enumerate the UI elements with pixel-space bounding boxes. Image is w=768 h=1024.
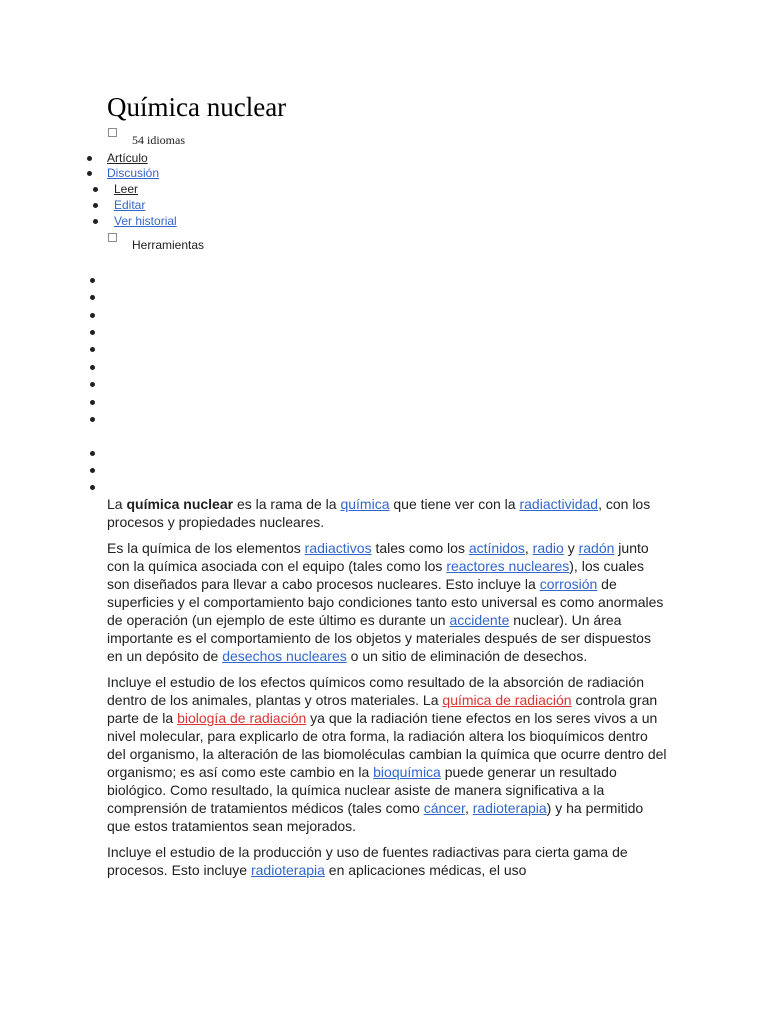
link-radio[interactable]: radio: [532, 540, 564, 556]
text: tales como los: [371, 540, 469, 556]
tab-discusion-link[interactable]: Discusión: [107, 166, 160, 180]
tab-articulo-link[interactable]: Artículo: [107, 151, 148, 165]
text: nuclear). Un área importante es el comportamiento de los objetos y materiales después de ser dispuestos en un depósito de: [107, 612, 651, 664]
paragraph-fuentes: [107, 843, 667, 879]
text: ,: [524, 540, 533, 556]
link-radioterapia-2[interactable]: radioterapia: [250, 862, 325, 878]
link-corrosion[interactable]: corrosión: [539, 576, 598, 592]
text: en aplicaciones médicas, el uso: [324, 862, 527, 878]
tab-leer-link[interactable]: Leer: [114, 182, 139, 196]
link-cancer[interactable]: cáncer: [423, 800, 465, 816]
text: que tiene ver con la: [389, 496, 520, 512]
text: ), los cuales son diseñados para llevar a cabo procesos nucleares. Esto incluye la: [107, 558, 644, 592]
list-bullet: [90, 468, 95, 473]
languages-checkbox[interactable]: [108, 128, 117, 137]
tab-ver-historial-link[interactable]: Ver historial: [114, 214, 177, 228]
list-bullet: [90, 417, 95, 422]
article-body: [107, 495, 667, 887]
nav-bullet: [87, 156, 92, 161]
tab-editar[interactable]: [114, 198, 145, 213]
list-bullet: [90, 347, 95, 352]
paragraph-efectos: [107, 673, 667, 835]
text: junto con la química asociada con el equipo (tales como los: [107, 540, 649, 574]
link-radon[interactable]: radón: [578, 540, 615, 556]
text: Es la química de los elementos: [107, 540, 305, 556]
link-quimica[interactable]: química: [340, 496, 390, 512]
link-bioquimica[interactable]: bioquímica: [373, 764, 441, 780]
tab-leer[interactable]: [114, 182, 138, 197]
text: Incluye el estudio de la producción y uso de fuentes radiactivas para cierta gama de procesos. Esto incluye: [107, 844, 628, 878]
text: La: [107, 496, 127, 512]
link-quimica-de-radiacion[interactable]: química de radiación: [442, 692, 572, 708]
list-bullet: [90, 365, 95, 370]
link-reactores-nucleares[interactable]: reactores nucleares: [446, 558, 570, 574]
list-bullet: [90, 400, 95, 405]
text: ,: [464, 800, 473, 816]
tab-ver-historial[interactable]: [114, 214, 177, 229]
paragraph-intro: [107, 495, 667, 531]
list-bullet: [90, 485, 95, 490]
nav-bullet: [93, 203, 98, 208]
link-accidente[interactable]: accidente: [449, 612, 510, 628]
text: Incluye el estudio de los efectos químicos como resultado de la absorción de radiación dentro de los animales, plantas y otros materiales. La: [107, 674, 644, 708]
nav-bullet: [93, 219, 98, 224]
languages-label[interactable]: 54 idiomas: [132, 133, 185, 147]
list-bullet: [90, 330, 95, 335]
paragraph-elementos: [107, 539, 667, 665]
link-biologia-de-radiacion[interactable]: biología de radiación: [177, 710, 307, 726]
tab-articulo[interactable]: [107, 151, 148, 166]
tab-editar-link[interactable]: Editar: [114, 198, 146, 212]
link-actinidos[interactable]: actínidos: [468, 540, 525, 556]
page-title: Química nuclear: [107, 92, 287, 122]
list-bullet: [90, 313, 95, 318]
text: controla gran parte de la: [107, 692, 658, 726]
text: de superficies y el comportamiento bajo condiciones tanto esto universal es como anormales de operación (un ejemplo de este último es durante un: [107, 576, 664, 628]
text: , con los procesos y propiedades nucleares.: [107, 496, 651, 530]
link-radiactividad[interactable]: radiactividad: [519, 496, 599, 512]
tools-checkbox[interactable]: [108, 233, 117, 242]
text: ) y ha permitido que estos tratamientos sean mejorados.: [107, 800, 644, 834]
text: puede generar un resultado biológico. Como resultado, la química nuclear asiste de manera significativa a la comprensión de tratamientos médicos (tales como: [107, 764, 617, 816]
tools-label[interactable]: Herramientas: [132, 238, 205, 252]
text: ya que la radiación tiene efectos en los seres vivos a un nivel molecular, para explicarlo de otra forma, la radiación altera los bioquímicos dentro del organismo, la alteración de las biomoléculas cambian la química que ocurre dentro del organismo; es así como este cambio en la: [107, 710, 667, 780]
nav-bullet: [87, 171, 92, 176]
link-radioterapia[interactable]: radioterapia: [472, 800, 547, 816]
nav-bullet: [93, 187, 98, 192]
link-desechos-nucleares[interactable]: desechos nucleares: [222, 648, 347, 664]
tab-discusion[interactable]: [107, 166, 159, 181]
text: es la rama de la: [233, 496, 341, 512]
text: o un sitio de eliminación de desechos.: [346, 648, 588, 664]
bold-term: química nuclear: [126, 496, 234, 512]
list-bullet: [90, 451, 95, 456]
list-bullet: [90, 278, 95, 283]
list-bullet: [90, 295, 95, 300]
link-radiactivos[interactable]: radiactivos: [304, 540, 372, 556]
text: y: [563, 540, 579, 556]
list-bullet: [90, 382, 95, 387]
